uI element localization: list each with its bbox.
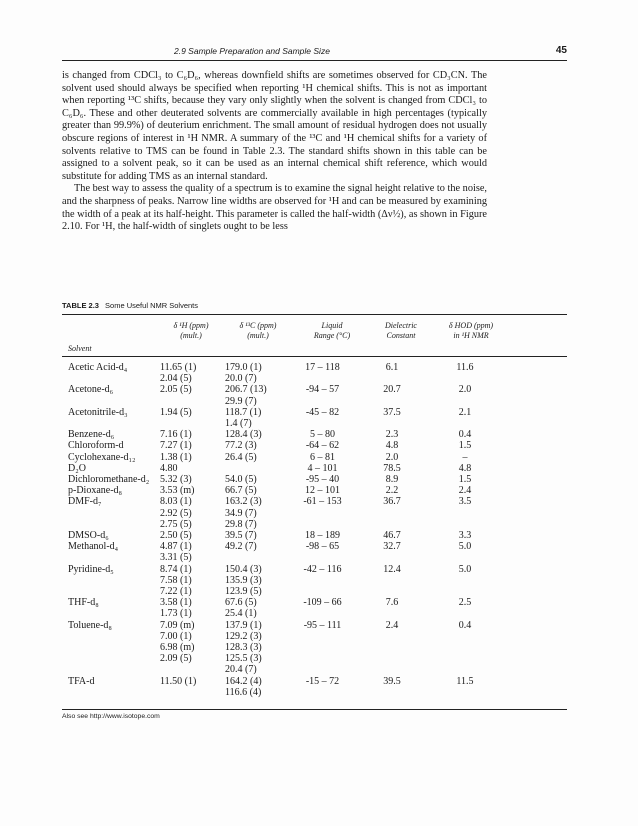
cell-solvent [62, 687, 160, 698]
cell-h-shift: 1.94 (5) [160, 406, 192, 418]
table-body [62, 362, 502, 698]
col-header-hod [434, 321, 508, 341]
cell-h-shift: 3.58 (1) [160, 597, 192, 609]
cell-h-shift: 2.75 (5) [160, 518, 192, 530]
cell-hod [428, 642, 502, 653]
col-header-solvent: Solvent [68, 344, 92, 353]
cell-liquid-range: 4 – 101 [307, 462, 338, 474]
cell-hod: 0.4 [458, 619, 472, 631]
cell-dielectric: 4.8 [385, 440, 399, 452]
cell-c-shift [225, 552, 289, 563]
cell-solvent: Toluene-d₈ [68, 619, 112, 631]
col-header-h-ppm [156, 321, 226, 341]
cell-solvent [62, 552, 160, 563]
cell-c-shift: 20.0 (7) [225, 373, 257, 385]
cell-c-shift: 34.9 (7) [225, 507, 257, 519]
table-row [62, 440, 502, 451]
cell-h-shift: 1.73 (1) [160, 608, 192, 620]
cell-liquid-range: -98 – 65 [305, 541, 340, 553]
cell-solvent [62, 631, 160, 642]
cell-liquid-range: 17 – 118 [305, 362, 340, 373]
cell-c-shift: 179.0 (1) [225, 362, 262, 373]
cell-solvent [62, 508, 160, 519]
cell-solvent: Cyclohexane-d₁₂ [68, 451, 136, 463]
cell-dielectric [356, 519, 428, 530]
cell-c-shift: 123.9 (5) [225, 586, 262, 598]
cell-solvent: Methanol-d₄ [68, 541, 119, 553]
cell-liquid-range [289, 575, 356, 586]
cell-c-shift: 20.4 (7) [225, 664, 257, 676]
cell-dielectric: 36.7 [383, 496, 401, 508]
cell-liquid-range: -95 – 111 [303, 619, 342, 631]
cell-dielectric: 2.0 [385, 451, 399, 463]
cell-c-shift: 118.7 (1) [225, 406, 262, 418]
cell-dielectric [356, 418, 428, 429]
cell-c-shift: 116.6 (4) [225, 686, 262, 698]
cell-liquid-range: 5 – 80 [310, 429, 335, 441]
cell-c-shift: 29.8 (7) [225, 518, 257, 530]
table-row [62, 642, 502, 653]
cell-dielectric [356, 575, 428, 586]
cell-hod [428, 418, 502, 429]
cell-dielectric [356, 631, 428, 642]
cell-solvent: p-Dioxane-d₈ [68, 485, 123, 497]
cell-solvent: TFA-d [68, 675, 95, 687]
cell-dielectric: 6.1 [385, 362, 399, 373]
cell-solvent [62, 653, 160, 664]
cell-c-shift: 128.4 (3) [225, 429, 262, 441]
cell-dielectric [356, 586, 428, 597]
cell-hod: 2.4 [458, 485, 472, 497]
cell-liquid-range [289, 631, 356, 642]
cell-hod [428, 373, 502, 384]
cell-hod: – [462, 451, 468, 463]
cell-c-shift: 125.5 (3) [225, 653, 262, 665]
col-header-dielectric-line2: Constant [386, 331, 416, 340]
cell-solvent: THF-d₈ [68, 597, 99, 609]
cell-solvent: Acetic Acid-d₄ [68, 362, 128, 373]
col-header-c-ppm [222, 321, 294, 341]
cell-c-shift: 77.2 (3) [225, 440, 257, 452]
table-title: Some Useful NMR Solvents [105, 301, 198, 310]
cell-hod: 11.6 [456, 362, 474, 373]
cell-h-shift: 2.04 (5) [160, 373, 192, 385]
cell-liquid-range: -94 – 57 [305, 384, 340, 396]
cell-h-shift: 2.09 (5) [160, 653, 192, 665]
cell-dielectric: 2.4 [385, 619, 399, 631]
cell-c-shift: 39.5 (7) [225, 530, 257, 542]
table-footnote: Also see http://www.isotope.com [62, 713, 160, 720]
cell-c-shift: 150.4 (3) [225, 563, 262, 575]
cell-solvent: Pyridine-d₅ [68, 563, 114, 575]
cell-h-shift: 8.74 (1) [160, 563, 192, 575]
paragraph-2 [62, 183, 487, 233]
cell-hod [428, 508, 502, 519]
cell-h-shift [160, 664, 225, 675]
text-line: the solvent is changed from CDCl₃ to C₆D₆. These and other deuterated solvents are [62, 95, 487, 119]
col-header-hod-line1: δ HOD (ppm) [448, 321, 494, 330]
col-header-liquid-line1: Liquid [321, 321, 343, 330]
table-row [62, 664, 502, 675]
text-line: The best way to assess the quality of a spectrum is to examine the signal height relative [74, 183, 435, 195]
cell-h-shift: 2.50 (5) [160, 530, 192, 542]
cell-hod [428, 552, 502, 563]
section-title: 2.9 Sample Preparation and Sample Size [174, 46, 330, 56]
cell-hod [428, 575, 502, 586]
table-row [62, 485, 502, 496]
cell-dielectric: 39.5 [383, 675, 401, 687]
cell-dielectric [356, 642, 428, 653]
table-row [62, 429, 502, 440]
cell-dielectric: 12.4 [383, 563, 401, 575]
cell-c-shift: 137.9 (1) [225, 619, 262, 631]
cell-h-shift: 3.31 (5) [160, 552, 192, 564]
table-top-rule [62, 314, 567, 315]
cell-solvent [62, 396, 160, 407]
cell-solvent: Benzene-d₆ [68, 429, 115, 441]
table-row [62, 407, 502, 418]
cell-liquid-range: -61 – 153 [303, 496, 342, 508]
cell-hod: 4.8 [458, 462, 472, 474]
col-header-c-ppm-line2: (mult.) [247, 331, 269, 340]
cell-hod [428, 664, 502, 675]
cell-c-shift: 67.6 (5) [225, 597, 257, 609]
cell-hod: 1.5 [458, 474, 472, 486]
cell-h-shift: 3.53 (m) [160, 485, 195, 497]
col-header-h-ppm-line2: (mult.) [180, 331, 202, 340]
cell-liquid-range: 18 – 189 [305, 530, 340, 542]
running-header [62, 46, 567, 60]
cell-h-shift: 11.65 (1) [160, 362, 197, 373]
cell-liquid-range: -109 – 66 [303, 597, 342, 609]
table-row [62, 418, 502, 429]
cell-dielectric [356, 552, 428, 563]
cell-solvent: Acetone-d₆ [68, 384, 114, 396]
cell-hod: 5.0 [458, 563, 472, 575]
cell-h-shift: 7.09 (m) [160, 619, 195, 631]
cell-dielectric: 37.5 [383, 406, 401, 418]
cell-h-shift [160, 418, 225, 429]
cell-liquid-range [289, 586, 356, 597]
cell-liquid-range: -64 – 62 [305, 440, 340, 452]
cell-hod: 3.5 [458, 496, 472, 508]
cell-solvent [62, 586, 160, 597]
table-row [62, 541, 502, 552]
cell-hod: 2.5 [458, 597, 472, 609]
table-row [62, 373, 502, 384]
cell-liquid-range: -95 – 40 [305, 474, 340, 486]
text-line: half-width (Δν½), as shown in Figure 2.10. For ¹H, the half-width of singlets ought to be less [62, 208, 487, 233]
cell-hod [428, 586, 502, 597]
text-line: interest in ¹H NMR. A summary of the ¹³C and ¹H chemical shifts for a variety of solvents [62, 132, 488, 157]
cell-h-shift: 5.32 (3) [160, 474, 192, 486]
col-header-h-ppm-line1: δ ¹H (ppm) [173, 321, 209, 330]
cell-dielectric [356, 653, 428, 664]
paragraph-1 [62, 70, 487, 183]
table-row [62, 530, 502, 541]
cell-c-shift: 164.2 (4) [225, 675, 262, 687]
cell-c-shift: 128.3 (3) [225, 642, 262, 654]
cell-solvent [62, 642, 160, 653]
cell-dielectric [356, 396, 428, 407]
text-line: measured by examining the width of a peak at its half-height. This parameter is called the [62, 195, 487, 220]
cell-solvent: Chloroform-d [68, 440, 124, 452]
table-row [62, 687, 502, 698]
cell-liquid-range [289, 508, 356, 519]
cell-c-shift: 54.0 (5) [225, 474, 257, 486]
table-row [62, 564, 502, 575]
table-row [62, 452, 502, 463]
cell-liquid-range: 12 – 101 [305, 485, 340, 497]
table-row [62, 519, 502, 530]
cell-liquid-range [289, 653, 356, 664]
table-row [62, 508, 502, 519]
cell-c-shift: 129.2 (3) [225, 630, 262, 642]
table-label: TABLE 2.3 [62, 301, 99, 310]
cell-solvent [62, 519, 160, 530]
cell-dielectric [356, 664, 428, 675]
cell-dielectric: 46.7 [383, 530, 401, 542]
cell-c-shift: 66.7 (5) [225, 485, 257, 497]
cell-h-shift: 8.03 (1) [160, 496, 192, 508]
table-row [62, 653, 502, 664]
table-row [62, 676, 502, 687]
cell-c-shift: 135.9 (3) [225, 574, 262, 586]
col-header-dielectric [366, 321, 436, 341]
cell-liquid-range [289, 642, 356, 653]
cell-solvent: DMSO-d₆ [68, 530, 109, 542]
text-line: This is not as important when reporting ¹³C shifts, because they vary only slightly when [62, 82, 487, 107]
nmr-solvents-table [62, 362, 502, 698]
cell-c-shift: 49.2 (7) [225, 541, 257, 553]
cell-h-shift: 7.22 (1) [160, 586, 192, 598]
page-number: 45 [555, 45, 567, 56]
cell-h-shift: 6.98 (m) [160, 642, 195, 654]
cell-solvent: Acetonitrile-d₃ [68, 406, 128, 418]
table-row [62, 586, 502, 597]
table-row [62, 552, 502, 563]
cell-hod: 2.0 [458, 384, 472, 396]
table-row [62, 496, 502, 507]
table-row [62, 575, 502, 586]
cell-liquid-range: 6 – 81 [310, 451, 335, 463]
cell-h-shift: 2.92 (5) [160, 507, 192, 519]
cell-hod [428, 653, 502, 664]
cell-c-shift [225, 463, 289, 474]
cell-solvent: Dichloromethane-d₂ [68, 474, 150, 486]
cell-h-shift: 2.05 (5) [160, 384, 192, 396]
cell-c-shift: 1.4 (7) [225, 418, 252, 430]
cell-hod [428, 396, 502, 407]
cell-liquid-range [289, 418, 356, 429]
cell-hod: 0.4 [458, 429, 472, 441]
cell-dielectric [356, 373, 428, 384]
cell-dielectric: 8.9 [385, 474, 399, 486]
cell-h-shift: 1.38 (1) [160, 451, 192, 463]
cell-c-shift: 163.2 (3) [225, 496, 262, 508]
text-line: enrichment. The small amount of residual hydrogen does not usually obscure regions of [62, 120, 488, 144]
table-row [62, 384, 502, 395]
cell-dielectric: 78.5 [383, 462, 401, 474]
cell-hod: 5.0 [458, 541, 472, 553]
cell-liquid-range: -15 – 72 [305, 675, 340, 687]
cell-dielectric: 2.2 [385, 485, 399, 497]
table-row [62, 396, 502, 407]
text-line: would substitute for adding TMS as an internal standard. [62, 158, 488, 182]
body-text [62, 70, 487, 234]
cell-hod: 1.5 [458, 440, 472, 452]
cell-dielectric [356, 608, 428, 619]
col-header-liquid-range [300, 321, 364, 341]
cell-hod [428, 608, 502, 619]
cell-hod: 11.5 [456, 675, 474, 687]
cell-hod: 2.1 [458, 406, 472, 418]
text-line: CD₃CN. The solvent used should always be specified when reporting ¹H chemical shifts. [62, 70, 488, 94]
text-line: is changed from CDCl₃ to C₆D₆, whereas downfield shifts are sometimes observed for [62, 70, 430, 81]
text-line: relative to TMS can be found in Table 2.3. The standard shifts shown in this table can be [99, 145, 487, 157]
cell-hod [428, 519, 502, 530]
text-line: commercially available in high percentages (typically greater than 99.9%) of deuterium [62, 107, 487, 132]
cell-dielectric: 20.7 [383, 384, 401, 396]
cell-solvent [62, 608, 160, 619]
cell-hod [428, 631, 502, 642]
cell-dielectric: 2.3 [385, 429, 399, 441]
cell-solvent [62, 664, 160, 675]
cell-dielectric [356, 687, 428, 698]
cell-solvent: DMF-d₇ [68, 496, 102, 508]
text-line: assigned to a solvent peak, so it can be used as an internal chemical shift reference, which [62, 158, 458, 170]
cell-dielectric: 32.7 [383, 541, 401, 553]
cell-liquid-range [289, 519, 356, 530]
cell-liquid-range: -45 – 82 [305, 406, 340, 418]
table-caption [62, 301, 198, 310]
table-row [62, 474, 502, 485]
cell-c-shift: 25.4 (1) [225, 608, 257, 620]
cell-dielectric: 7.6 [385, 597, 399, 609]
cell-liquid-range: -42 – 116 [303, 563, 342, 575]
cell-c-shift: 26.4 (5) [225, 451, 257, 463]
cell-h-shift: 4.80 [160, 462, 178, 474]
cell-hod: 3.3 [458, 530, 472, 542]
cell-liquid-range [289, 396, 356, 407]
cell-liquid-range [289, 687, 356, 698]
header-rule [62, 60, 567, 61]
cell-h-shift: 7.00 (1) [160, 630, 192, 642]
cell-solvent [62, 373, 160, 384]
table-row [62, 608, 502, 619]
cell-h-shift: 7.16 (1) [160, 429, 192, 441]
table-header-rule [62, 356, 567, 357]
cell-liquid-range [289, 608, 356, 619]
cell-dielectric [356, 508, 428, 519]
cell-liquid-range [289, 373, 356, 384]
col-header-c-ppm-line1: δ ¹³C (ppm) [239, 321, 277, 330]
cell-liquid-range [289, 664, 356, 675]
col-header-dielectric-line1: Dielectric [385, 321, 417, 330]
table-row [62, 597, 502, 608]
cell-c-shift: 29.9 (7) [225, 395, 257, 407]
cell-h-shift: 7.58 (1) [160, 574, 192, 586]
table-row [62, 463, 502, 474]
text-line: to the noise, and the sharpness of peaks. Narrow line widths are observed for ¹H and can be [62, 183, 487, 207]
cell-h-shift: 4.87 (1) [160, 541, 192, 553]
table-row [62, 362, 502, 373]
table-row [62, 620, 502, 631]
cell-solvent [62, 575, 160, 586]
cell-liquid-range [289, 552, 356, 563]
cell-hod [428, 687, 502, 698]
cell-h-shift: 11.50 (1) [160, 675, 197, 687]
cell-solvent: D₂O [68, 462, 86, 474]
cell-h-shift [160, 396, 225, 407]
table-row [62, 631, 502, 642]
col-header-hod-line2: in ¹H NMR [453, 331, 489, 340]
cell-h-shift [160, 687, 225, 698]
cell-h-shift: 7.27 (1) [160, 440, 192, 452]
table-bottom-rule [62, 709, 567, 710]
cell-solvent [62, 418, 160, 429]
cell-c-shift: 206.7 (13) [225, 384, 267, 396]
col-header-liquid-line2: Range (°C) [313, 331, 351, 340]
